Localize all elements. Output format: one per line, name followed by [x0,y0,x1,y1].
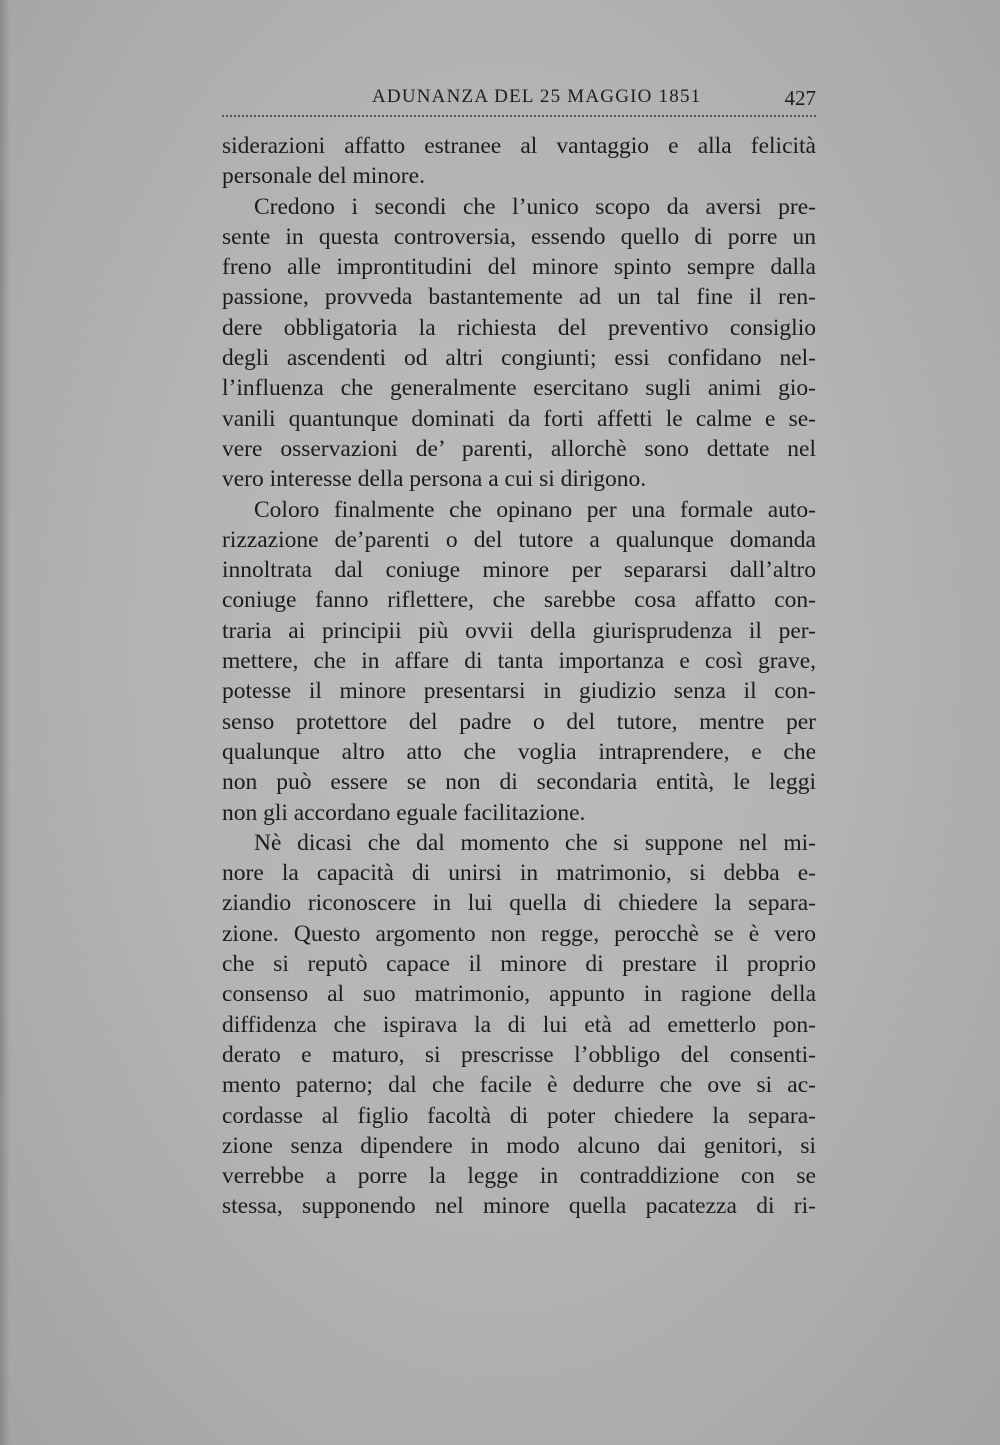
text-line: senso protettore del padre o del tutore, mentre per [222,708,816,735]
page-edge-shadow [0,0,10,1445]
text-line: stessa, supponendo nel minore quella pacatezza di ri- [222,1193,816,1220]
text-line: qualunque altro atto che voglia intraprendere, e che [222,738,816,765]
text-line: non può essere se non di secondaria entità, le leggi [222,769,816,796]
text-line: derato e maturo, si prescrisse l’obbligo del consenti- [222,1041,816,1068]
page-number: 427 [784,86,816,110]
text-line: diffidenza che ispirava la di lui età ad emetterlo pon- [222,1011,816,1038]
text-line: verrebbe a porre la legge in contraddizione con se [222,1163,816,1190]
text-line: personale del minore. [222,163,425,190]
text-line: consenso al suo matrimonio, appunto in ragione della [222,981,816,1008]
text-line: non gli accordano eguale facilitazione. [222,799,586,826]
text-line: nore la capacità di unirsi in matrimonio, si debba e- [222,860,816,887]
page-header [222,84,816,118]
text-line: siderazioni affatto estranee al vantaggio e alla felicità [222,133,816,159]
text-line: Nè dicasi che dal momento che si suppone nel mi- [254,829,816,856]
text-line: traria ai principii più ovvii della giurisprudenza il per- [222,617,816,644]
text-line: ziandio riconoscere in lui quella di chiedere la separa- [222,890,816,917]
text-line: zione. Questo argomento non regge, perocchè se è vero [222,920,816,947]
header-dotted-rule [222,115,816,117]
text-line: vero interesse della persona a cui si dirigono. [222,466,647,493]
text-line: mento paterno; dal che facile è dedurre che ove si ac- [222,1072,816,1099]
text-line: freno alle improntitudini del minore spinto sempre dalla [222,254,816,281]
text-line: dere obbligatoria la richiesta del preventivo consiglio [222,314,816,341]
text-line: Credono i secondi che l’unico scopo da aversi pre- [254,193,816,220]
text-line: che si reputò capace il minore di prestare il proprio [222,951,816,978]
text-line: mettere, che in affare di tanta importanza e così grave, [222,648,816,675]
text-line: vere osservazioni de’ parenti, allorchè sono dettate nel [222,435,816,462]
text-line: degli ascendenti od altri congiunti; essi confidano nel- [222,345,816,372]
text-line: coniuge fanno riflettere, che sarebbe cosa affatto con- [222,587,816,614]
text-line: passione, provveda bastantemente ad un tal fine il ren- [222,284,816,311]
running-title: ADUNANZA DEL 25 MAGGIO 1851 [372,86,702,107]
text-line: cordasse al figlio facoltà di poter chiedere la separa- [222,1102,816,1129]
text-line: innoltrata dal coniuge minore per separarsi dall’altro [222,557,816,584]
text-line: potesse il minore presentarsi in giudizio senza il con- [222,678,816,705]
text-line: rizzazione de’parenti o del tutore a qualunque domanda [222,526,816,553]
text-line: zione senza dipendere in modo alcuno dai genitori, si [222,1132,816,1159]
text-line: sente in questa controversia, essendo quello di porre un [222,223,816,250]
text-line: Coloro finalmente che opinano per una formale auto- [254,496,816,523]
text-line: l’influenza che generalmente esercitano sugli animi gio- [222,375,816,402]
text-line: vanili quantunque dominati da forti affetti le calme e se- [222,405,816,432]
body-text [222,131,816,1222]
